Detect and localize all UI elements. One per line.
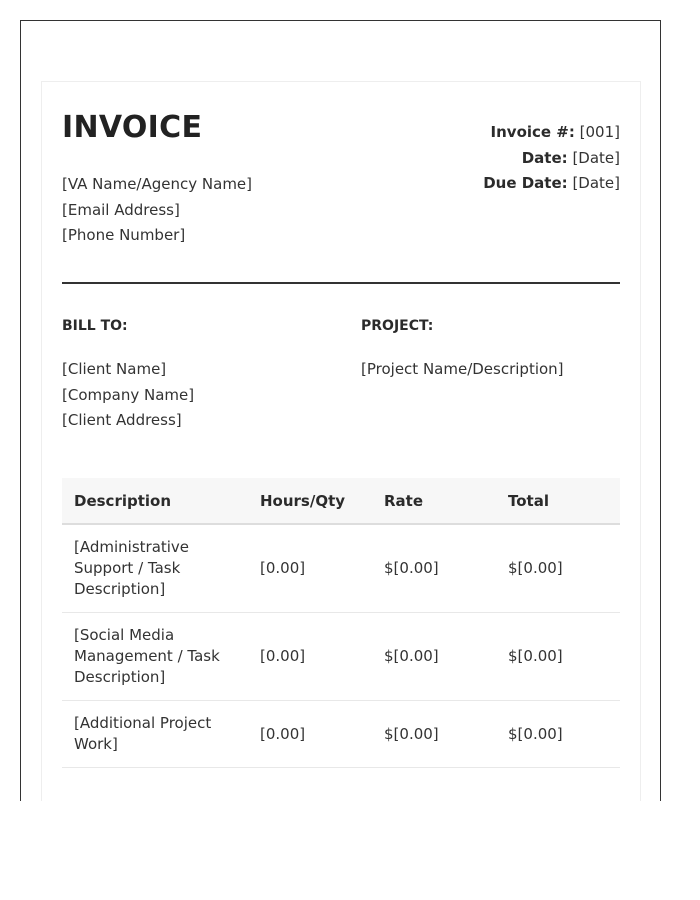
row-total: $[0.00]: [496, 613, 620, 701]
row-description: [Additional Project Work]: [62, 701, 248, 768]
bill-to-label: BILL TO:: [62, 318, 128, 334]
header-rate: Rate: [372, 478, 496, 524]
company-name: [Company Name]: [62, 385, 195, 404]
table-header-row: [62, 478, 620, 524]
header-total: Total: [496, 478, 620, 524]
invoice-number-row: [483, 120, 620, 146]
project-label: PROJECT:: [361, 318, 434, 334]
invoice-due-value: [Date]: [572, 174, 620, 192]
row-total: $[0.00]: [496, 524, 620, 613]
bill-to-details: [62, 357, 194, 434]
invoice-date-label: Date:: [521, 148, 568, 167]
sender-name: [VA Name/Agency Name]: [62, 175, 253, 193]
row-description: [Administrative Support / Task Description]: [62, 524, 248, 613]
table-row: [62, 613, 620, 701]
sender-info: [62, 172, 252, 249]
row-qty: [0.00]: [248, 613, 372, 701]
line-items-table: [62, 478, 620, 768]
row-description: [Social Media Management / Task Description]: [62, 613, 248, 701]
table-row: [62, 701, 620, 768]
client-name: [Client Name]: [62, 360, 167, 378]
invoice-date-row: [483, 146, 620, 172]
header-divider: [62, 282, 620, 284]
row-qty: [0.00]: [248, 524, 372, 613]
project-details: [361, 357, 564, 383]
row-total: $[0.00]: [496, 701, 620, 768]
invoice-date-value: [Date]: [572, 148, 620, 167]
row-rate: $[0.00]: [372, 701, 496, 768]
header-hours-qty: Hours/Qty: [248, 478, 372, 524]
invoice-due-label: Due Date:: [483, 174, 568, 192]
row-rate: $[0.00]: [372, 613, 496, 701]
sender-phone: [Phone Number]: [62, 226, 186, 244]
invoice-due-row: [483, 171, 620, 197]
header-description: Description: [62, 478, 248, 524]
table-row: [62, 524, 620, 613]
sender-email: [Email Address]: [62, 200, 180, 219]
project-description: [Project Name/Description]: [361, 360, 564, 378]
invoice-meta: [483, 120, 620, 197]
invoice-number-label: Invoice #:: [490, 123, 575, 141]
row-qty: [0.00]: [248, 701, 372, 768]
invoice-number-value: [001]: [579, 123, 620, 141]
row-rate: $[0.00]: [372, 524, 496, 613]
client-address: [Client Address]: [62, 411, 182, 429]
invoice-title: INVOICE: [62, 110, 203, 145]
